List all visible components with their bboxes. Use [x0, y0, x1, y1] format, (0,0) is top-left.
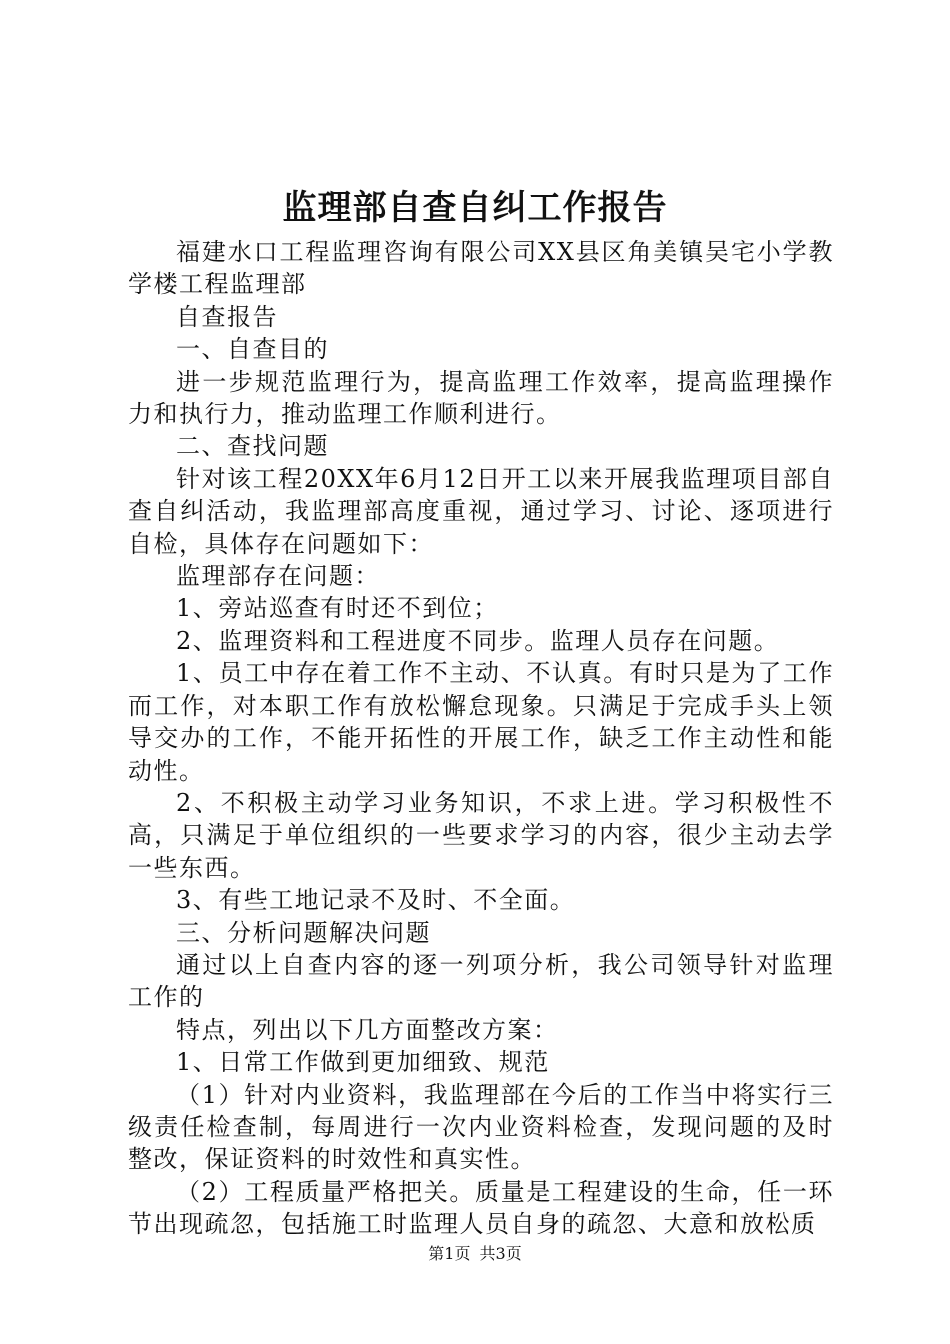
- page-total: 共3页: [479, 1244, 522, 1263]
- list-item: 1、旁站巡查有时还不到位；: [176, 594, 499, 623]
- list-item: （2）工程质量严格把关。质量是工程建设的生命，任一环节出现疏忽，包括施工时监理人员自身的疏忽、大意和放松质: [128, 1177, 834, 1239]
- list-item: 2、监理资料和工程进度不同步。监理人员存在问题。: [176, 626, 780, 655]
- section-heading: 三、分析问题解决问题: [176, 918, 431, 947]
- list-item: 1、日常工作做到更加细致、规范: [176, 1048, 550, 1077]
- page-footer: [0, 1244, 950, 1264]
- list-item: 2、不积极主动学习业务知识，不求上进。学习积极性不高，只满足于单位组织的一些要求学习的内容，很少主动去学一些东西。: [128, 788, 834, 882]
- paragraph: 针对该工程20XX年6月12日开工以来开展我监理项目部自查自纠活动，我监理部高度重视，通过学习、讨论、逐项进行自检，具体存在问题如下：: [128, 464, 834, 558]
- list-item: 3、有些工地记录不及时、不全面。: [176, 886, 576, 915]
- paragraph: 福建水口工程监理咨询有限公司XX县区角美镇吴宅小学教学楼工程监理部: [128, 238, 834, 299]
- section-heading: 二、查找问题: [176, 432, 329, 461]
- paragraph: 监理部存在问题：: [176, 562, 380, 591]
- page-number: 第1页: [428, 1244, 471, 1263]
- list-item: 1、员工中存在着工作不主动、不认真。有时只是为了工作而工作，对本职工作有放松懈怠现象。只满足于完成手头上领导交办的工作，不能开拓性的开展工作，缺乏工作主动性和能动性。: [128, 659, 834, 785]
- paragraph: 进一步规范监理行为，提高监理工作效率，提高监理操作力和执行力，推动监理工作顺利进行。: [128, 367, 834, 429]
- section-heading: 一、自查目的: [176, 335, 329, 364]
- paragraph: 特点，列出以下几方面整改方案：: [176, 1015, 559, 1044]
- document-body: [128, 236, 834, 1241]
- list-item: （1）针对内业资料，我监理部在今后的工作当中将实行三级责任检查制，每周进行一次内业资料检查，发现问题的及时整改，保证资料的时效性和真实性。: [128, 1080, 834, 1174]
- document-title: 监理部自查自纠工作报告: [282, 188, 668, 228]
- paragraph: 通过以上自查内容的逐一列项分析，我公司领导针对监理工作的: [128, 950, 834, 1012]
- paragraph: 自查报告: [176, 302, 278, 331]
